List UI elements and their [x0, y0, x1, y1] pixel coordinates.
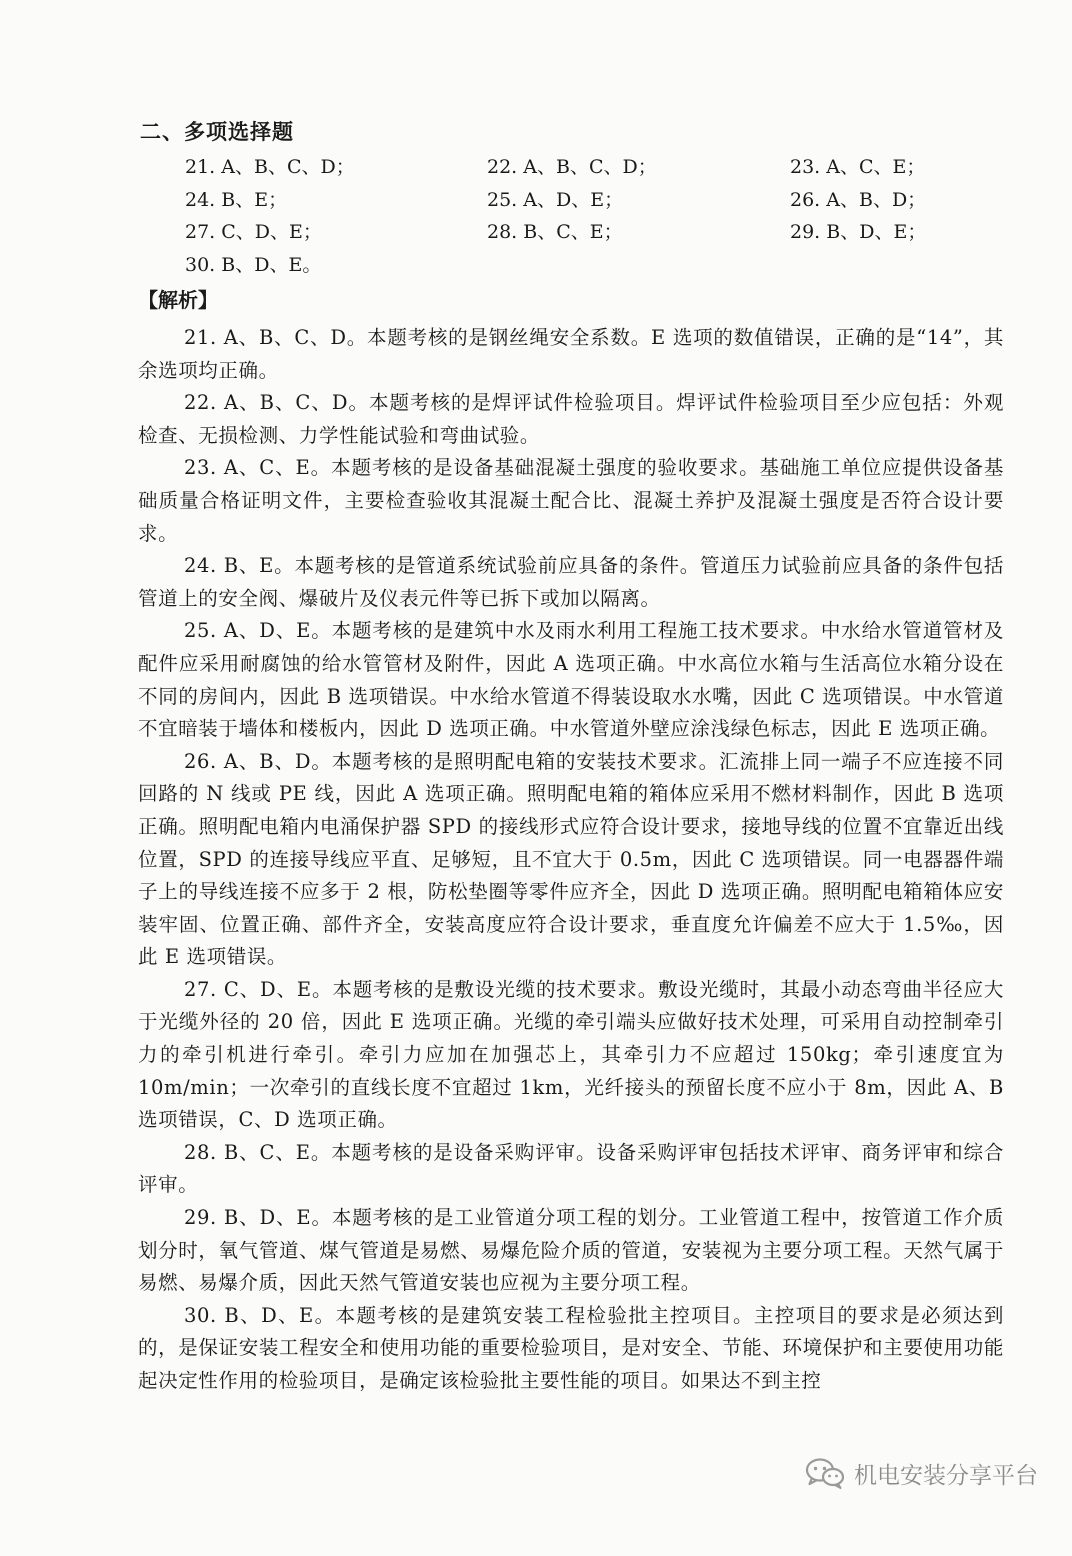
answer-grid	[185, 151, 945, 281]
section-title: 二、多项选择题	[140, 120, 294, 144]
watermark	[804, 1456, 1038, 1490]
analysis-body	[138, 322, 1004, 1398]
analysis-paragraph: 22. A、B、C、D。本题考核的是焊评试件检验项目。焊评试件检验项目至少应包括：外观检查、无损检测、力学性能试验和弯曲试验。	[138, 391, 1004, 447]
answer-item: 29. B、D、E；	[790, 221, 927, 243]
answer-item: 28. B、C、E；	[487, 221, 623, 243]
analysis-paragraph: 30. B、D、E。本题考核的是建筑安装工程检验批主控项目。主控项目的要求是必须达到的，是保证安装工程安全和使用功能的重要检验项目，是对安全、节能、环境保护和主要使用功能起决定性作用的检验项目，是确定该检验批主要性能的项目。如果达不到主控	[138, 1303, 1004, 1392]
answer-item: 22. A、B、C、D；	[487, 156, 657, 178]
answer-item: 25. A、D、E；	[487, 188, 624, 211]
analysis-paragraph: 24. B、E。本题考核的是管道系统试验前应具备的条件。管道压力试验前应具备的条件包括管道上的安全阀、爆破片及仪表元件等已拆下或加以隔离。	[138, 554, 1004, 610]
watermark-text: 机电安装分享平台	[854, 1462, 1038, 1489]
answer-item: 23. A、C、E；	[790, 156, 926, 178]
analysis-paragraph: 25. A、D、E。本题考核的是建筑中水及雨水利用工程施工技术要求。中水给水管道管材及配件应采用耐腐蚀的给水管管材及附件，因此 A 选项正确。中水高位水箱与生活高位水箱分设在不同的房间内，因此 B 选项错误。中水给水管道不得装设取水水嘴，因此 C 选项错误。中水管道不宜暗装于墙体和楼板内，因此 D 选项正确。中水管道外壁应涂浅绿色标志，因此 E 选项正确。	[138, 619, 1004, 741]
analysis-paragraph: 26. A、B、D。本题考核的是照明配电箱的安装技术要求。汇流排上同一端子不应连接不同回路的 N 线或 PE 线，因此 A 选项正确。照明配电箱的箱体应采用不燃材料制作，因此 B 选项正确。照明配电箱内电涌保护器 SPD 的接线形式应符合设计要求，接地导线的位置不宜靠近出线位置，SPD 的连接导线应平直、足够短，且不宜大于 0.5m，因此 C 选项错误。同一电器器件端子上的导线连接不应多于 2 根，防松垫圈等零件应齐全，因此 D 选项正确。照明配电箱箱体应安装牢固、位置正确、部件齐全，安装高度应符合设计要求，垂直度允许偏差不应大于 1.5‰，因此 E 选项错误。	[138, 749, 1004, 969]
answer-item: 27. C、D、E；	[185, 221, 322, 243]
answer-item: 24. B、E；	[185, 188, 288, 211]
analysis-paragraph: 29. B、D、E。本题考核的是工业管道分项工程的划分。工业管道工程中，按管道工作介质划分时，氧气管道、煤气管道是易燃、易爆危险介质的管道，安装视为主要分项工程。天然气属于易燃、易爆介质，因此天然气管道安装也应视为主要分项工程。	[138, 1206, 1004, 1295]
answer-item: 21. A、B、C、D；	[185, 156, 355, 178]
wechat-icon	[804, 1456, 846, 1490]
analysis-title: 【解析】	[138, 288, 218, 312]
analysis-paragraph: 21. A、B、C、D。本题考核的是钢丝绳安全系数。E 选项的数值错误，正确的是“14”，其余选项均正确。	[138, 326, 1004, 382]
analysis-paragraph: 27. C、D、E。本题考核的是敷设光缆的技术要求。敷设光缆时，其最小动态弯曲半径应大于光缆外径的 20 倍，因此 E 选项正确。光缆的牵引端头应做好技术处理，可采用自动控制牵引力的牵引机进行牵引。牵引力应加在加强芯上，其牵引力不应超过 150kg；牵引速度宜为 10m/min；一次牵引的直线长度不宜超过 1km，光纤接头的预留长度不应小于 8m，因此 A、B 选项错误，C、D 选项正确。	[138, 977, 1004, 1132]
answer-item: 30. B、D、E。	[185, 253, 322, 276]
analysis-paragraph: 23. A、C、E。本题考核的是设备基础混凝土强度的验收要求。基础施工单位应提供设备基础质量合格证明文件，主要检查验收其混凝土配合比、混凝土养护及混凝土强度是否符合设计要求。	[138, 456, 1004, 545]
answer-item: 26. A、B、D；	[790, 188, 927, 211]
analysis-paragraph: 28. B、C、E。本题考核的是设备采购评审。设备采购评审包括技术评审、商务评审和综合评审。	[138, 1140, 1004, 1197]
